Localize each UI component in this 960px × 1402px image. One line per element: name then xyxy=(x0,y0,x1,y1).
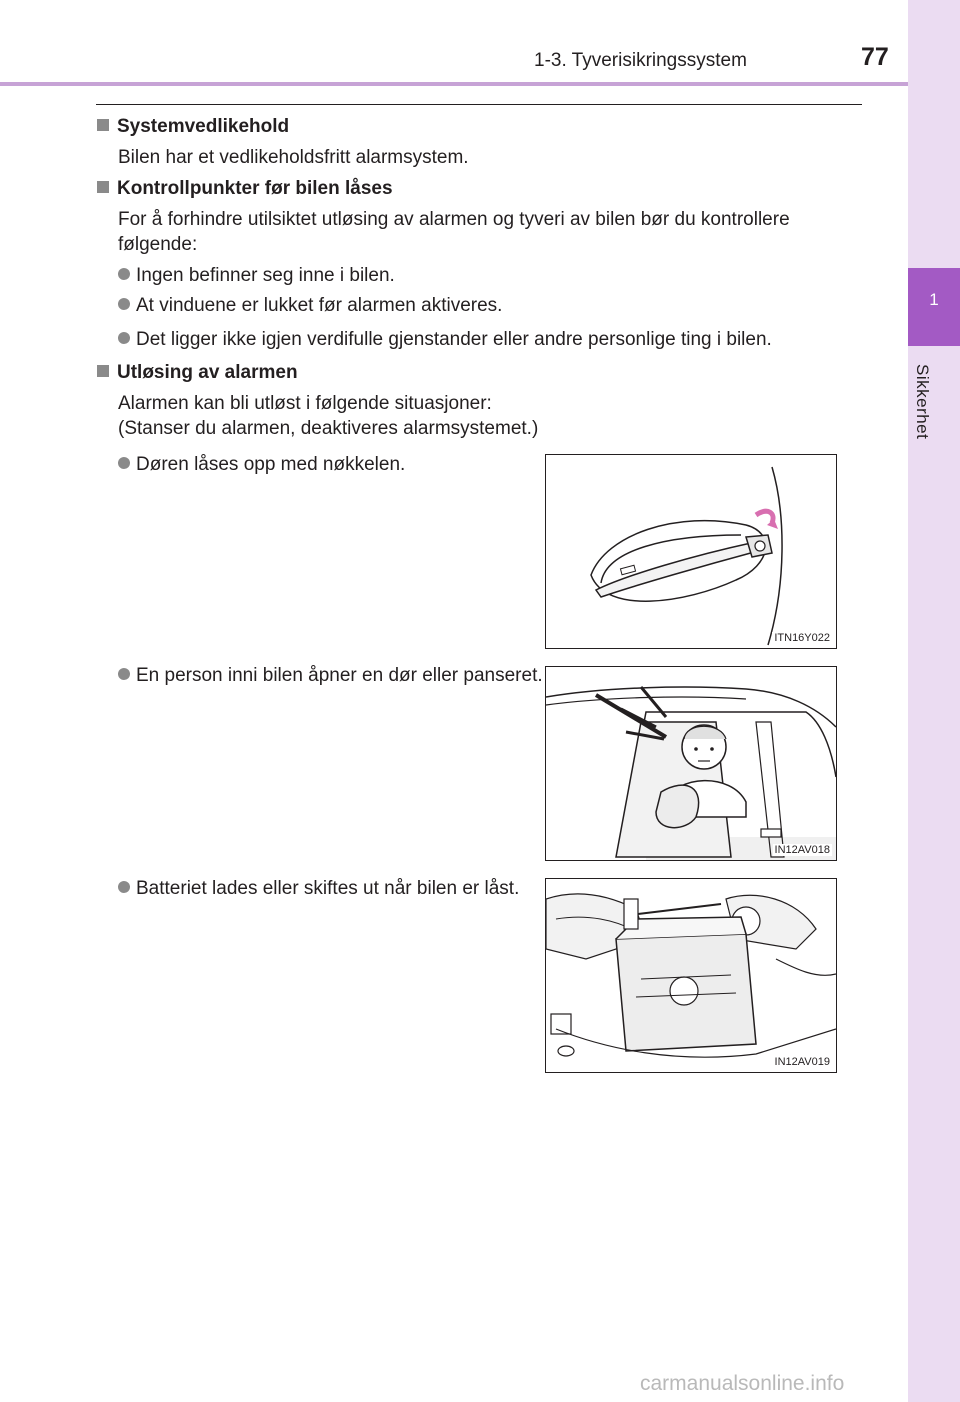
chapter-number: 1 xyxy=(929,290,939,309)
list-item: En person inni bilen åpner en dør eller panseret. xyxy=(118,663,544,688)
list-item: Døren låses opp med nøkkelen. xyxy=(118,452,405,477)
section-text: For å forhindre utilsiktet utløsing av alarmen og tyveri av bilen bør du kontrollere følgende: xyxy=(118,209,790,255)
square-bullet-icon xyxy=(97,119,109,131)
section-text: Bilen har et vedlikeholdsfritt alarmsystem. xyxy=(118,147,469,168)
round-bullet-icon xyxy=(118,457,130,469)
person-opening-door-icon xyxy=(546,667,836,860)
round-bullet-icon xyxy=(118,332,130,344)
page-number: 77 xyxy=(861,43,889,71)
figure-person-door xyxy=(545,666,837,861)
square-bullet-icon xyxy=(97,181,109,193)
list-item: At vinduene er lukket før alarmen aktiveres. xyxy=(118,293,502,318)
section-heading: Kontrollpunkter før bilen låses xyxy=(97,178,393,200)
list-item: Ingen befinner seg inne i bilen. xyxy=(118,263,395,288)
figure-code: ITN16Y022 xyxy=(774,632,830,644)
list-item: Batteriet lades eller skiftes ut når bilen er låst. xyxy=(118,876,544,901)
figure-door-handle xyxy=(545,454,837,649)
side-tab-strip xyxy=(908,0,960,1402)
list-item: Det ligger ikke igjen verdifulle gjenstander eller andre personlige ting i bilen. xyxy=(118,327,772,352)
round-bullet-icon xyxy=(118,881,130,893)
section-text-line: (Stanser du alarmen, deaktiveres alarmsystemet.) xyxy=(118,418,539,439)
section-heading: Utløsing av alarmen xyxy=(97,362,298,384)
section-text-line: Alarmen kan bli utløst i følgende situasjoner: xyxy=(118,393,492,414)
figure-battery xyxy=(545,878,837,1073)
header-divider xyxy=(0,82,908,86)
figure-code: IN12AV019 xyxy=(774,1056,830,1068)
footer-watermark[interactable]: carmanualsonline.info xyxy=(640,1372,845,1395)
content-divider xyxy=(96,104,862,105)
square-bullet-icon xyxy=(97,365,109,377)
round-bullet-icon xyxy=(118,268,130,280)
chapter-label: Sikkerhet xyxy=(913,364,932,440)
section-heading: Systemvedlikehold xyxy=(97,116,289,138)
door-handle-key-icon xyxy=(546,455,836,648)
round-bullet-icon xyxy=(118,298,130,310)
round-bullet-icon xyxy=(118,668,130,680)
figure-code: IN12AV018 xyxy=(774,844,830,856)
section-title: 1-3. Tyverisikringssystem xyxy=(534,50,747,71)
battery-replacement-icon xyxy=(546,879,836,1072)
